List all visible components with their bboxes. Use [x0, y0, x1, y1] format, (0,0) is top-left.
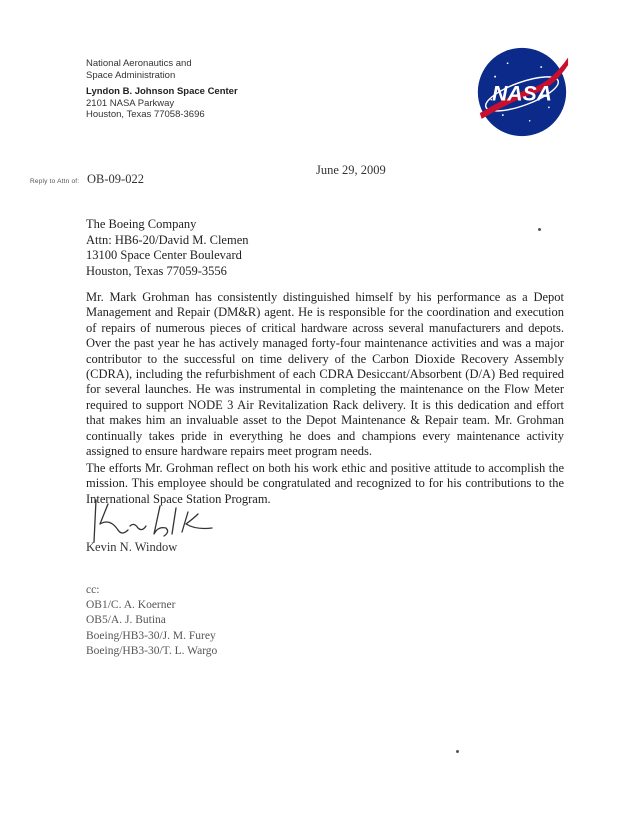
agency-line-1: National Aeronautics and: [86, 58, 192, 69]
cc-line-1: OB1/C. A. Koerner: [86, 599, 176, 612]
scan-speck: [456, 750, 459, 753]
address-line-2: Houston, Texas 77058-3696: [86, 109, 205, 120]
signer-name: Kevin N. Window: [86, 540, 178, 554]
nasa-logo: [474, 44, 570, 140]
agency-name: [86, 58, 192, 81]
logo-text: NASA: [492, 82, 552, 106]
recipient-line-4: Houston, Texas 77059-3556: [86, 263, 227, 278]
center-name: Lyndon B. Johnson Space Center: [86, 86, 238, 97]
reply-to-label: Reply to Attn of:: [30, 178, 80, 185]
agency-line-2: Space Administration: [86, 69, 176, 81]
recipient-line-2: Attn: HB6-20/David M. Clemen: [86, 232, 249, 247]
cc-line-3: Boeing/HB3-30/J. M. Furey: [86, 629, 216, 642]
recipient-line-1: The Boeing Company: [86, 217, 197, 231]
body-paragraph-1: Mr. Mark Grohman has consistently distinguished himself by his performance as a Depot Management and Repair (DM&R) agent. He is responsible for the coordination and execution of repairs of numerous pieces of critical hardware across several manufacturers and depots. Over the past year he has actively managed forty-four maintenance activities and was a major contributor to the successful on time delivery of the Carbon Dioxide Recovery Assembly (CDRA), including the refurbishment of each CDRA Desiccant/Absorbent (D/A) Bed required for several launches. He was instrumental in completing the maintenance on the Flow Meter required to support NODE 3 Air Revitalization Rack delivery. It is this dedication and effort that makes him an invaluable asset to the Depot Maintenance & Repair team. Mr. Grohman continually takes pride in everything he does and champions every maintenance activity assigned to ensure hardware repairs meet program needs.: [86, 290, 564, 459]
scan-speck: [538, 228, 541, 231]
cc-line-4: Boeing/HB3-30/T. L. Wargo: [86, 644, 218, 657]
recipient-line-3: 13100 Space Center Boulevard: [86, 248, 242, 262]
center-address-block: [86, 86, 238, 121]
body-paragraph-2: The efforts Mr. Grohman reflect on both his work ethic and positive attitude to accomplish the mission. This employee should be congratulated and recognized to for his contributions to the International Space Station Program.: [86, 461, 564, 506]
cc-line-2: OB5/A. J. Butina: [86, 614, 166, 627]
letter-date: June 29, 2009: [316, 163, 386, 177]
reference-code: OB-09-022: [87, 172, 144, 186]
cc-list: [86, 583, 217, 659]
recipient-address: [86, 217, 249, 279]
address-line-1: 2101 NASA Parkway: [86, 97, 175, 109]
cc-label: cc:: [86, 584, 100, 596]
